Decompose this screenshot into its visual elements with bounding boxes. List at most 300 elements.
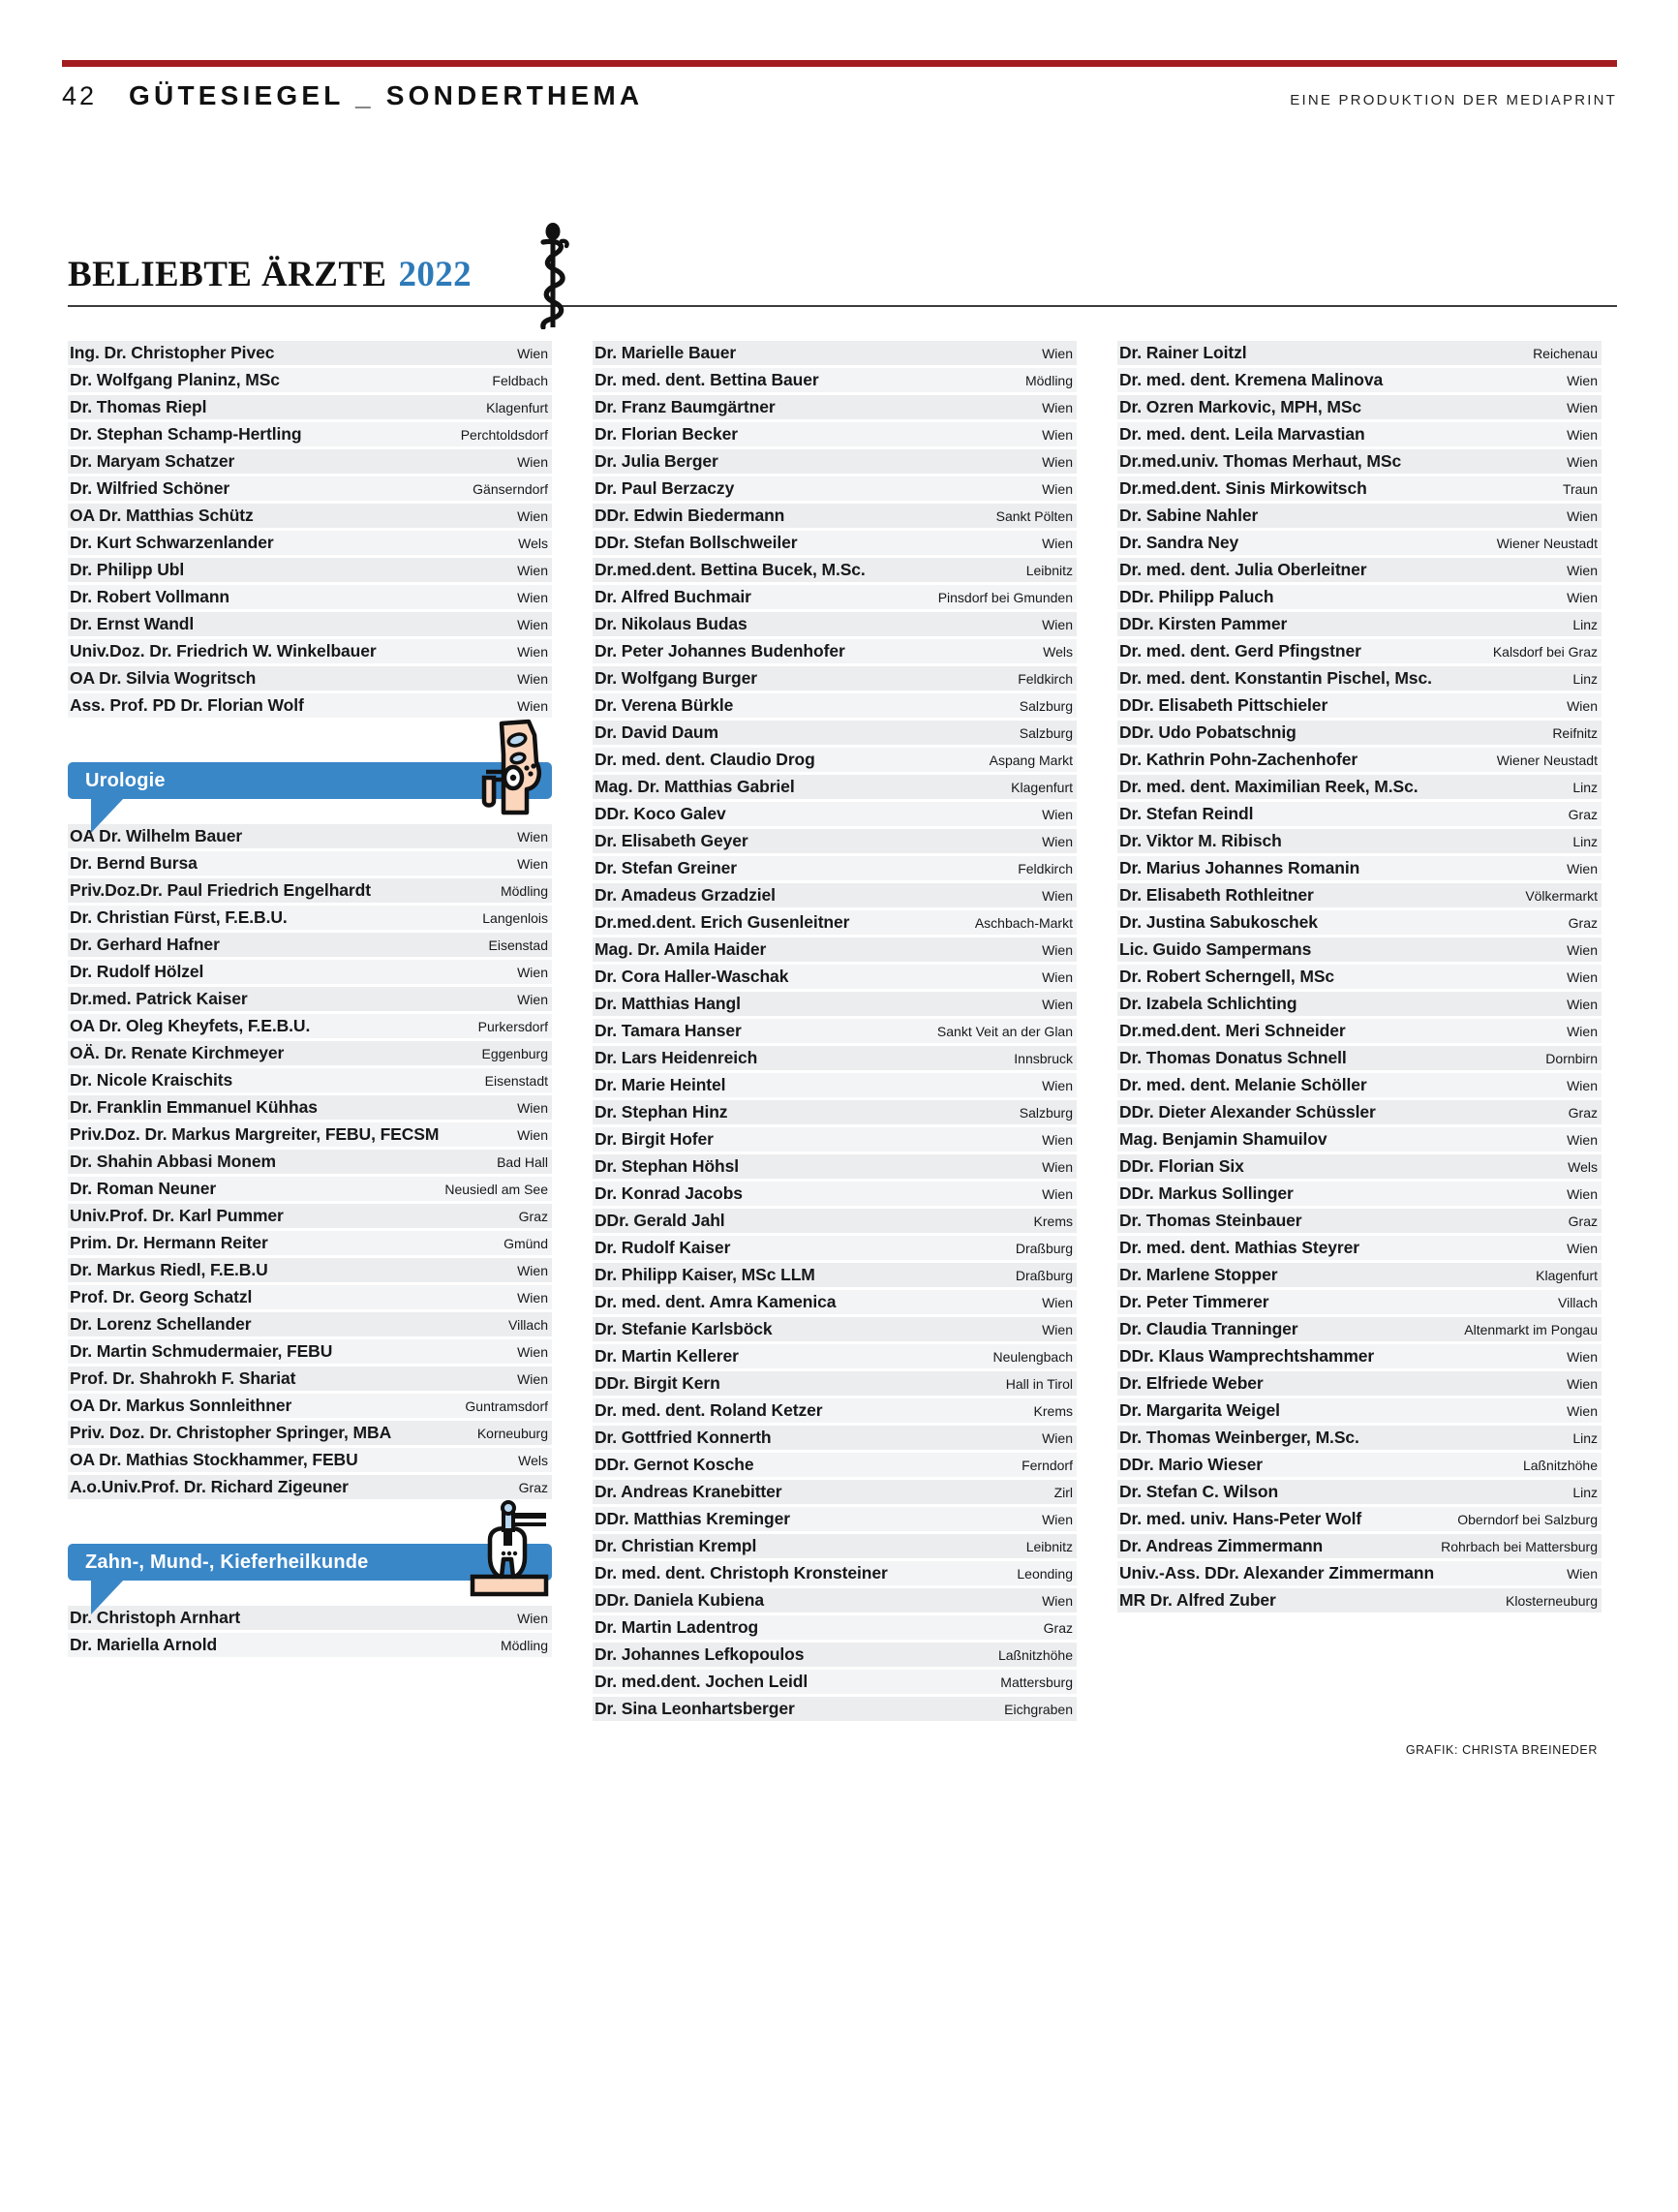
doctor-city: Wien — [1042, 1430, 1073, 1446]
doctor-row[interactable] — [1117, 1236, 1602, 1260]
doctor-name: Dr. med. dent. Leila Marvastian — [1119, 424, 1365, 444]
doctor-name: Dr. Thomas Weinberger, M.Sc. — [1119, 1428, 1359, 1447]
doctor-row[interactable] — [1117, 1371, 1602, 1396]
doctor-name: Dr. Roman Neuner — [70, 1179, 217, 1198]
doctor-name: Dr. Bernd Bursa — [70, 853, 198, 873]
doctor-name: Dr. Stefan Greiner — [595, 858, 738, 877]
doctor-name: Dr. Konrad Jacobs — [595, 1183, 743, 1203]
doctor-row[interactable] — [593, 748, 1077, 772]
doctor-row[interactable] — [593, 558, 1077, 582]
doctor-city: Wien — [1042, 1593, 1073, 1609]
doctor-row[interactable] — [1117, 721, 1602, 745]
doctor-row[interactable] — [1117, 449, 1602, 474]
doctor-city: Innsbruck — [1014, 1051, 1073, 1066]
publisher-credit: EINE PRODUKTION DER MEDIAPRINT — [1290, 92, 1617, 108]
doctor-row[interactable] — [1117, 693, 1602, 718]
doctor-row[interactable] — [68, 851, 552, 876]
doctor-row[interactable] — [1117, 585, 1602, 609]
doctor-name: Dr. Margarita Weigel — [1119, 1400, 1280, 1420]
doctor-city: Mattersburg — [1000, 1674, 1073, 1690]
doctor-row[interactable] — [1117, 1209, 1602, 1233]
doctor-row[interactable] — [68, 1095, 552, 1120]
doctor-row[interactable] — [68, 1367, 552, 1391]
doctor-city: Leonding — [1017, 1566, 1073, 1582]
doctor-row[interactable] — [1117, 1398, 1602, 1423]
doctor-row[interactable] — [68, 1421, 552, 1445]
doctor-name: Dr. med. dent. Melanie Schöller — [1119, 1075, 1367, 1094]
doctor-name: Dr. Wolfgang Planinz, MSc — [70, 370, 280, 389]
doctor-name: Mag. Dr. Matthias Gabriel — [595, 777, 795, 796]
column-2 — [593, 341, 1077, 1724]
doctor-row[interactable] — [1117, 910, 1602, 935]
doctor-row[interactable] — [68, 395, 552, 419]
doctor-name: Dr. Rainer Loitzl — [1119, 343, 1247, 362]
doctor-row[interactable] — [68, 693, 552, 718]
doctor-city: Neusiedl am See — [444, 1182, 548, 1197]
doctor-city: Wien — [517, 1344, 548, 1360]
doctor-row[interactable] — [593, 504, 1077, 528]
doctor-row[interactable] — [1117, 937, 1602, 962]
doctor-row[interactable] — [593, 1398, 1077, 1423]
doctor-name: OA Dr. Wilhelm Bauer — [70, 826, 243, 845]
doctor-city: Leibnitz — [1025, 1539, 1073, 1554]
doctor-name: OA Dr. Markus Sonnleithner — [70, 1396, 292, 1415]
doctor-row[interactable] — [593, 1073, 1077, 1097]
doctor-row[interactable] — [68, 1448, 552, 1472]
doctor-city: Wien — [1042, 536, 1073, 551]
doctor-name: OÄ. Dr. Renate Kirchmeyer — [70, 1043, 285, 1062]
doctor-name: DDr. Stefan Bollschweiler — [595, 533, 798, 552]
list-zahn-col1 — [68, 1606, 552, 1657]
doctor-city: Wien — [1567, 373, 1598, 388]
doctor-row[interactable] — [68, 612, 552, 636]
doctor-row[interactable] — [593, 666, 1077, 691]
doctor-row[interactable] — [1117, 1588, 1602, 1613]
doctor-name: Dr. med. dent. Bettina Bauer — [595, 370, 819, 389]
doctor-city: Wien — [1042, 997, 1073, 1012]
doctor-city: Wien — [1567, 1132, 1598, 1148]
doctor-row[interactable] — [1117, 1344, 1602, 1368]
section-title-block — [68, 254, 1617, 307]
doctor-row[interactable] — [68, 1258, 552, 1282]
doctor-row[interactable] — [1117, 992, 1602, 1016]
doctor-name: Dr. med. dent. Maximilian Reek, M.Sc. — [1119, 777, 1419, 796]
doctor-row[interactable] — [68, 1606, 552, 1630]
doctor-city: Wien — [517, 829, 548, 845]
doctor-row[interactable] — [68, 449, 552, 474]
doctor-name: Priv. Doz. Dr. Christopher Springer, MBA — [70, 1423, 392, 1442]
doctor-row[interactable] — [68, 1014, 552, 1038]
doctor-name: Dr. Christian Fürst, F.E.B.U. — [70, 907, 288, 927]
doctor-name: Ass. Prof. PD Dr. Florian Wolf — [70, 695, 304, 715]
doctor-city: Eisenstadt — [484, 1073, 548, 1089]
doctor-row[interactable] — [593, 829, 1077, 853]
doctor-name: Dr. Robert Scherngell, MSc — [1119, 967, 1335, 986]
doctor-row[interactable] — [593, 1588, 1077, 1613]
doctor-city: Wien — [517, 965, 548, 980]
doctor-row[interactable] — [1117, 1127, 1602, 1152]
doctor-city: Traun — [1562, 481, 1598, 497]
doctor-row[interactable] — [68, 531, 552, 555]
doctor-row[interactable] — [1117, 558, 1602, 582]
column-1 — [68, 341, 552, 1724]
doctor-row[interactable] — [1117, 1182, 1602, 1206]
doctor-row[interactable] — [1117, 1561, 1602, 1585]
doctor-row[interactable] — [1117, 1453, 1602, 1477]
urology-anatomy-icon — [457, 716, 550, 820]
doctor-city: Wien — [1042, 834, 1073, 849]
doctor-city: Draßburg — [1015, 1241, 1073, 1256]
doctor-name: Univ.Doz. Dr. Friedrich W. Winkelbauer — [70, 641, 377, 661]
doctor-name: Dr. Lorenz Schellander — [70, 1314, 252, 1334]
doctor-row[interactable] — [593, 449, 1077, 474]
doctor-row[interactable] — [593, 1046, 1077, 1070]
doctor-row[interactable] — [593, 1480, 1077, 1504]
doctor-name: Dr.med.dent. Meri Schneider — [1119, 1021, 1346, 1040]
doctor-row[interactable] — [1117, 1154, 1602, 1179]
doctor-row[interactable] — [68, 1339, 552, 1364]
doctor-row[interactable] — [1117, 1073, 1602, 1097]
doctor-row[interactable] — [593, 965, 1077, 989]
doctor-city: Graz — [1568, 915, 1598, 931]
doctor-row[interactable] — [1117, 666, 1602, 691]
doctor-row[interactable] — [68, 1204, 552, 1228]
doctor-row[interactable] — [593, 1453, 1077, 1477]
doctor-name: Dr. Martin Schmudermaier, FEBU — [70, 1341, 333, 1361]
section-label-urologie: Urologie — [85, 770, 166, 791]
doctor-row[interactable] — [593, 1643, 1077, 1667]
doctor-city: Wien — [1567, 427, 1598, 443]
doctor-city: Wien — [1042, 807, 1073, 822]
doctor-city: Salzburg — [1019, 698, 1073, 714]
doctor-city: Wien — [1567, 861, 1598, 876]
doctor-city: Villach — [1558, 1295, 1598, 1310]
doctor-name: Dr. Alfred Buchmair — [595, 587, 751, 606]
doctor-city: Wien — [1042, 888, 1073, 904]
doctor-row[interactable] — [68, 585, 552, 609]
banner-tail — [91, 798, 124, 833]
doctor-row[interactable] — [68, 824, 552, 848]
doctor-name: Dr. Peter Johannes Budenhofer — [595, 641, 845, 661]
doctor-row[interactable] — [68, 1041, 552, 1065]
doctor-city: Langenlois — [482, 910, 548, 926]
doctor-name: DDr. Kirsten Pammer — [1119, 614, 1288, 633]
doctor-name: Dr.med.dent. Erich Gusenleitner — [595, 912, 850, 932]
doctor-row[interactable] — [593, 693, 1077, 718]
doctor-name: Dr. Sabine Nahler — [1119, 506, 1259, 525]
doctor-city: Wien — [1042, 1322, 1073, 1337]
doctor-name: Mag. Benjamin Shamuilov — [1119, 1129, 1327, 1149]
doctor-name: Dr. med. dent. Amra Kamenica — [595, 1292, 837, 1311]
doctor-row[interactable] — [593, 1236, 1077, 1260]
doctor-row[interactable] — [68, 878, 552, 903]
doctor-row[interactable] — [593, 1615, 1077, 1640]
doctor-row[interactable] — [1117, 1507, 1602, 1531]
doctor-row[interactable] — [68, 1312, 552, 1336]
page-number: 42 — [62, 81, 98, 110]
doctor-row[interactable] — [68, 1475, 552, 1499]
doctor-city: Graz — [518, 1480, 548, 1495]
doctor-name: Dr. Martin Ladentrog — [595, 1617, 759, 1637]
doctor-name: Dr. Martin Kellerer — [595, 1346, 739, 1366]
doctor-name: Dr. med. dent. Christoph Kronsteiner — [595, 1563, 888, 1582]
doctor-row[interactable] — [68, 1285, 552, 1309]
doctor-row[interactable] — [68, 341, 552, 365]
doctor-city: Wien — [1567, 400, 1598, 415]
doctor-row[interactable] — [1117, 965, 1602, 989]
doctor-city: Wien — [1567, 942, 1598, 958]
doctor-city: Wien — [517, 590, 548, 605]
doctor-name: Dr. Izabela Schlichting — [1119, 994, 1297, 1013]
doctor-row[interactable] — [593, 531, 1077, 555]
doctor-row[interactable] — [593, 856, 1077, 880]
doctor-row[interactable] — [68, 558, 552, 582]
section-title-year: 2022 — [398, 255, 473, 294]
doctor-city: Wien — [1567, 997, 1598, 1012]
doctor-row[interactable] — [68, 1122, 552, 1147]
doctor-name: Mag. Dr. Amila Haider — [595, 939, 767, 959]
doctor-name: Dr. Wolfgang Burger — [595, 668, 757, 688]
doctor-row[interactable] — [593, 1507, 1077, 1531]
doctor-city: Pinsdorf bei Gmunden — [937, 590, 1073, 605]
doctor-row[interactable] — [1117, 1480, 1602, 1504]
doctor-row[interactable] — [593, 1154, 1077, 1179]
doctor-row[interactable] — [593, 422, 1077, 446]
doctor-name: DDr. Daniela Kubiena — [595, 1590, 764, 1610]
doctor-name: Dr. med. dent. Kremena Malinova — [1119, 370, 1384, 389]
doctor-name: Dr. Justina Sabukoschek — [1119, 912, 1318, 932]
doctor-city: Wien — [1042, 1295, 1073, 1310]
doctor-city: Zirl — [1053, 1485, 1073, 1500]
doctor-row[interactable] — [593, 1670, 1077, 1694]
doctor-row[interactable] — [1117, 1100, 1602, 1124]
doctor-city: Feldkirch — [1018, 861, 1073, 876]
doctor-row[interactable] — [1117, 856, 1602, 880]
doctor-city: Wien — [1567, 1186, 1598, 1202]
doctor-row[interactable] — [593, 585, 1077, 609]
doctor-city: Wien — [1567, 969, 1598, 985]
doctor-row[interactable] — [68, 504, 552, 528]
doctor-name: Dr. Stefanie Karlsböck — [595, 1319, 773, 1338]
doctor-row[interactable] — [1117, 748, 1602, 772]
doctor-row[interactable] — [1117, 531, 1602, 555]
doctor-row[interactable] — [68, 933, 552, 957]
doctor-row[interactable] — [1117, 476, 1602, 501]
doctor-row[interactable] — [593, 1317, 1077, 1341]
doctor-row[interactable] — [593, 1290, 1077, 1314]
doctor-row[interactable] — [593, 476, 1077, 501]
doctor-row[interactable] — [1117, 802, 1602, 826]
doctor-row[interactable] — [593, 937, 1077, 962]
doctor-city: Wien — [517, 1127, 548, 1143]
doctor-row[interactable] — [593, 1100, 1077, 1124]
doctor-name: Dr. med. dent. Roland Ketzer — [595, 1400, 823, 1420]
doctor-row[interactable] — [68, 476, 552, 501]
doctor-row[interactable] — [593, 802, 1077, 826]
doctor-name: Dr. Rudolf Kaiser — [595, 1238, 731, 1257]
doctor-name: Dr. Gerhard Hafner — [70, 935, 220, 954]
doctor-city: Wien — [517, 671, 548, 687]
doctor-name: Dr. Elisabeth Geyer — [595, 831, 748, 850]
doctor-city: Bad Hall — [497, 1154, 548, 1170]
doctor-name: Prof. Dr. Shahrokh F. Shariat — [70, 1368, 296, 1388]
doctor-row[interactable] — [1117, 504, 1602, 528]
doctor-city: Völkermarkt — [1525, 888, 1598, 904]
doctor-name: Dr. Christian Krempl — [595, 1536, 757, 1555]
doctor-row[interactable] — [1117, 1534, 1602, 1558]
doctor-row[interactable] — [68, 1231, 552, 1255]
doctor-city: Wien — [1042, 1078, 1073, 1093]
doctor-name: Dr. Stephan Hinz — [595, 1102, 728, 1121]
doctor-city: Wien — [517, 992, 548, 1007]
doctor-row[interactable] — [1117, 1290, 1602, 1314]
doctor-name: Dr.med. Patrick Kaiser — [70, 989, 248, 1008]
doctor-city: Wien — [517, 508, 548, 524]
tooth-drill-icon — [457, 1497, 550, 1602]
doctor-row[interactable] — [68, 368, 552, 392]
doctor-row[interactable] — [1117, 639, 1602, 663]
doctor-name: Dr. Andreas Zimmermann — [1119, 1536, 1324, 1555]
doctor-name: OA Dr. Silvia Wogritsch — [70, 668, 257, 688]
doctor-city: Wien — [1567, 563, 1598, 578]
doctor-row[interactable] — [68, 1394, 552, 1418]
doctor-row[interactable] — [593, 910, 1077, 935]
doctor-city: Eisenstad — [488, 937, 548, 953]
column-3 — [1117, 341, 1602, 1757]
doctor-name: Dr. Julia Berger — [595, 451, 718, 471]
doctor-row[interactable] — [68, 1068, 552, 1092]
doctor-row[interactable] — [68, 987, 552, 1011]
doctor-city: Wien — [517, 617, 548, 632]
doctor-row[interactable] — [593, 639, 1077, 663]
doctor-row[interactable] — [68, 422, 552, 446]
doctor-row[interactable] — [593, 1426, 1077, 1450]
doctor-row[interactable] — [1117, 395, 1602, 419]
doctor-row[interactable] — [1117, 422, 1602, 446]
doctor-city: Draßburg — [1015, 1268, 1073, 1283]
doctor-name: Dr. Thomas Donatus Schnell — [1119, 1048, 1347, 1067]
doctor-row[interactable] — [1117, 1019, 1602, 1043]
doctor-city: Oberndorf bei Salzburg — [1457, 1512, 1598, 1527]
doctor-row[interactable] — [68, 1150, 552, 1174]
doctor-name: Dr. med. dent. Claudio Drog — [595, 750, 815, 769]
doctor-name: Dr. Elisabeth Rothleitner — [1119, 885, 1314, 905]
doctor-city: Wien — [1042, 942, 1073, 958]
doctor-row[interactable] — [1117, 1046, 1602, 1070]
doctor-city: Eggenburg — [481, 1046, 548, 1061]
doctor-row[interactable] — [68, 906, 552, 930]
doctor-row[interactable] — [68, 639, 552, 663]
doctor-name: DDr. Markus Sollinger — [1119, 1183, 1294, 1203]
doctor-row[interactable] — [593, 1182, 1077, 1206]
doctor-name: Dr. Marie Heintel — [595, 1075, 726, 1094]
doctor-row[interactable] — [1117, 775, 1602, 799]
doctor-row[interactable] — [593, 1371, 1077, 1396]
doctor-row[interactable] — [1117, 612, 1602, 636]
doctor-name: Univ.-Ass. DDr. Alexander Zimmermann — [1119, 1563, 1435, 1582]
doctor-row[interactable] — [68, 960, 552, 984]
doctor-city: Graz — [1568, 807, 1598, 822]
doctor-name: Dr. Andreas Kranebitter — [595, 1482, 782, 1501]
doctor-row[interactable] — [1117, 368, 1602, 392]
doctor-city: Wien — [1042, 427, 1073, 443]
doctor-row[interactable] — [593, 1019, 1077, 1043]
list-zahn-col2 — [593, 341, 1077, 1721]
doctor-row[interactable] — [1117, 341, 1602, 365]
doctor-row[interactable] — [593, 1534, 1077, 1558]
doctor-city: Wien — [1042, 1186, 1073, 1202]
doctor-name: Dr. med.dent. Jochen Leidl — [595, 1672, 808, 1691]
doctor-name: Dr. Nicole Kraischits — [70, 1070, 233, 1090]
doctor-row[interactable] — [593, 1344, 1077, 1368]
doctor-name: Dr. Stephan Höhsl — [595, 1156, 740, 1176]
doctor-city: Wien — [517, 454, 548, 470]
doctor-row[interactable] — [1117, 1426, 1602, 1450]
doctor-city: Dornbirn — [1545, 1051, 1598, 1066]
doctor-row[interactable] — [593, 395, 1077, 419]
doctor-name: A.o.Univ.Prof. Dr. Richard Zigeuner — [70, 1477, 349, 1496]
doctor-row[interactable] — [593, 992, 1077, 1016]
doctor-name: Dr. Stephan Schamp-Hertling — [70, 424, 302, 444]
doctor-city: Wien — [1567, 698, 1598, 714]
doctor-city: Wien — [1567, 1241, 1598, 1256]
doctor-name: Dr. Thomas Steinbauer — [1119, 1211, 1302, 1230]
doctor-row[interactable] — [593, 1209, 1077, 1233]
doctor-row[interactable] — [68, 1633, 552, 1657]
doctor-city: Krems — [1033, 1214, 1073, 1229]
doctor-name: OA Dr. Oleg Kheyfets, F.E.B.U. — [70, 1016, 311, 1035]
doctor-city: Eichgraben — [1004, 1702, 1073, 1717]
doctor-row[interactable] — [593, 883, 1077, 907]
doctor-city: Linz — [1572, 617, 1598, 632]
doctor-city: Villach — [508, 1317, 548, 1333]
doctor-city: Klagenfurt — [1536, 1268, 1598, 1283]
doctor-row[interactable] — [593, 721, 1077, 745]
doctor-name: Dr. Marius Johannes Romanin — [1119, 858, 1360, 877]
doctor-row[interactable] — [68, 666, 552, 691]
doctor-city: Hall in Tirol — [1005, 1376, 1073, 1392]
doctor-name: Dr. Franz Baumgärtner — [595, 397, 776, 416]
doctor-city: Wels — [518, 536, 548, 551]
doctor-row[interactable] — [1117, 883, 1602, 907]
doctor-row[interactable] — [1117, 829, 1602, 853]
doctor-row[interactable] — [1117, 1317, 1602, 1341]
doctor-row[interactable] — [593, 612, 1077, 636]
doctor-name: Dr. Stefan Reindl — [1119, 804, 1254, 823]
doctor-city: Linz — [1572, 1430, 1598, 1446]
doctor-row[interactable] — [593, 1561, 1077, 1585]
doctor-city: Graz — [518, 1209, 548, 1224]
doctor-row[interactable] — [593, 368, 1077, 392]
doctor-row[interactable] — [593, 1263, 1077, 1287]
doctor-city: Wien — [1567, 1566, 1598, 1582]
doctor-row[interactable] — [68, 1177, 552, 1201]
doctor-row[interactable] — [593, 775, 1077, 799]
doctor-city: Ferndorf — [1022, 1458, 1073, 1473]
doctor-name: Dr. Viktor M. Ribisch — [1119, 831, 1282, 850]
doctor-row[interactable] — [1117, 1263, 1602, 1287]
doctor-name: Dr. med. dent. Gerd Pfingstner — [1119, 641, 1361, 661]
section-title-main: BELIEBTE ÄRZTE — [68, 255, 387, 294]
doctor-name: Dr. Sandra Ney — [1119, 533, 1239, 552]
doctor-row[interactable] — [593, 1127, 1077, 1152]
doctor-city: Wien — [517, 563, 548, 578]
doctor-row[interactable] — [593, 341, 1077, 365]
doctor-city: Wien — [1042, 617, 1073, 632]
doctor-city: Aschbach-Markt — [974, 915, 1073, 931]
doctor-name: Dr. Kurt Schwarzenlander — [70, 533, 274, 552]
doctor-row[interactable] — [593, 1697, 1077, 1721]
